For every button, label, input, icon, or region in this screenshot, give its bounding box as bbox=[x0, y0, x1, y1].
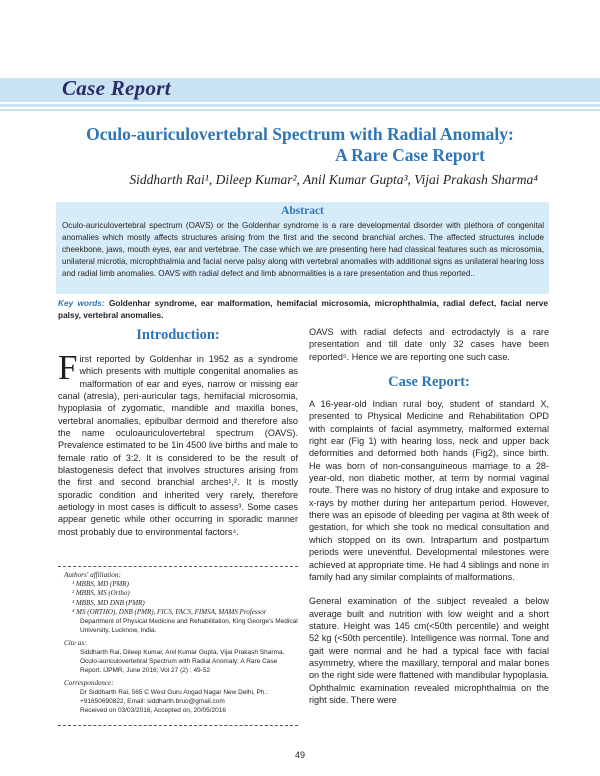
correspondence-label: Correspondence: bbox=[64, 678, 114, 687]
intro-paragraph bbox=[58, 348, 298, 538]
cite-label: Cite as: bbox=[64, 638, 87, 647]
affiliation-department: Department of Physical Medicine and Rehabilitation, King George's Medical University, Lucknow, India. bbox=[80, 618, 298, 635]
abstract-heading: Abstract bbox=[281, 205, 324, 217]
article-title-line1: Oculo-auriculovertebral Spectrum with Radial Anomaly: bbox=[86, 124, 514, 144]
intro-heading: Introduction: bbox=[136, 327, 220, 343]
left-column bbox=[58, 326, 298, 538]
header-rule bbox=[0, 104, 600, 107]
affiliation-item: ³ MBBS, MD DNB (PMR) bbox=[72, 598, 145, 607]
case-paragraph-2: General examination of the subject revealed a below average built and nutrition with low weight and a short stature. Height was 145 cm(<50th percentile) and weight 52 kg (<50th percentile). Intelligence was normal. Tone and gait were normal and he had a typical face with facial asymmetry, where the maxillary, temporal and malar bones on the right side were flattened with mandibular hypoplasia. Ophthalmic examination revealed microphthalmia on the right side. There were bbox=[309, 596, 549, 705]
affiliation-item: ¹ MBBS, MD (PMR) bbox=[72, 580, 129, 588]
right-column bbox=[309, 326, 549, 706]
abstract-text: Oculo-auriculovertebral spectrum (OAVS) or the Goldenhar syndrome is a rare developmental disorder with plethora of congenital anomalies which mostly affects structures arising from the first and the second branchial arches. The affected structures include cheekbone, jaws, mouth eyes, ear and vertebrae. The case which we are presenting here had classical features such as microsomia, unilateral microtia, microphthalmia and facial nerve palsy along with vertebral anomalies with additional signs as unilateral hearing loss and radial limb anomalies. OAVS with radial defect and limb abnormalities is a rare presentation and thus reported.. bbox=[62, 221, 544, 278]
header-rule-thin bbox=[0, 109, 600, 111]
section-label: Case Report bbox=[62, 76, 171, 100]
intro-text: irst reported by Goldenhar in 1952 as a syndrome which presents with multiple congenital anomalies as malformation of ear and eyes, narrow or missing ear canal (atresia), peri-auricular tags, hemifacial microsomia, hypoplasia of zygomatic, mandible and maxilla bones, vertebral anomalies, epibulbar dermoid and therefore also the name oculoauriculovertebral spectrum (OAVS). Prevalence estimated to be 1in 4500 live births and male to female ratio of 3:2. It is considered to be the result of blastogenesis defect that involves structures arising from the first and second branchial arches¹,². It is mostly sporadic condition and inherited very rarely, therefore aetiology in most cases is difficult to assess³. Some cases appear genetic while other occurring in sporadic manner most probably due to environmental factors⁴. bbox=[58, 354, 298, 537]
received-date: Received on 03/03/2016, Accepted on, 20/05/2016 bbox=[80, 707, 227, 715]
keywords bbox=[58, 297, 548, 321]
intro-dropcap: F bbox=[58, 348, 78, 387]
affiliation-item: ² MBBS, MS (Ortho) bbox=[72, 589, 130, 598]
affiliation-item: ⁴ MS (ORTHO), DNB (PMR), FICS, FACS, FIMSA, MAMS Professor bbox=[72, 607, 267, 616]
keywords-label: Key words: bbox=[58, 298, 105, 308]
affiliation-label: Authors' affiliation: bbox=[64, 571, 121, 579]
authors: Siddharth Rai¹, Dileep Kumar², Anil Kumar Gupta³, Vijai Prakash Sharma⁴ bbox=[129, 172, 538, 187]
case-report-heading: Case Report: bbox=[388, 374, 470, 391]
page-number: 49 bbox=[294, 750, 305, 760]
intro-continuation: OAVS with radial defects and ectrodactyly is a rare presentation and till date only 32 cases have been reported⁵. Hence we are reporting one such case. bbox=[309, 327, 549, 362]
correspondence-text: Dr Siddharth Rai, 565 C West Guru Angad Nagar New Delhi, Ph.: +91650690822, Email: siddharth.bruo@gmail.com bbox=[80, 688, 269, 705]
cite-text: Siddharth Rai, Dileep Kumar, Anil Kumar Gupta, Vijai Prakash Sharma, Oculo-auriculovertebral Spectrum with Radial Anomaly: A Rare Case Report. IJPMR, June 2016; Vol 27 (2) : 49-52 bbox=[80, 648, 285, 675]
article-title-line2: A Rare Case Report bbox=[335, 145, 485, 165]
keywords-text: Goldenhar syndrome, ear malformation, hemifacial microsomia, microphthalmia, radial defect, facial nerve palsy, vertebral anomalies. bbox=[58, 298, 548, 320]
case-paragraph-1: A 16-year-old Indian rural boy, student of standard X, presented to Physical Medicine and Rehabilitation OPD with complaints of facial asymmetry, malformed external right ear (Fig 1) with hearing loss, neck and upper back deformities and deformed both hands (Fig2), since birth. He was born of non-consanguineous marriage to a 28-year-old, non diabetic mother, at term by normal vaginal route. There was no history of drug intake and exposure to x-rays by mother during her antepartum period. However, there was an episode of bleeding per vagina at 8th week of gestation, for which she took no medical consultation and which stopped on its own. Intrapartum and postpartum periods were uneventful. Developmental milestones were achieved at appropriate time. He had 4 siblings and none in family had any similar complaints of malformations. bbox=[309, 399, 549, 582]
abstract-box bbox=[56, 202, 549, 294]
affiliation-box bbox=[58, 566, 298, 726]
